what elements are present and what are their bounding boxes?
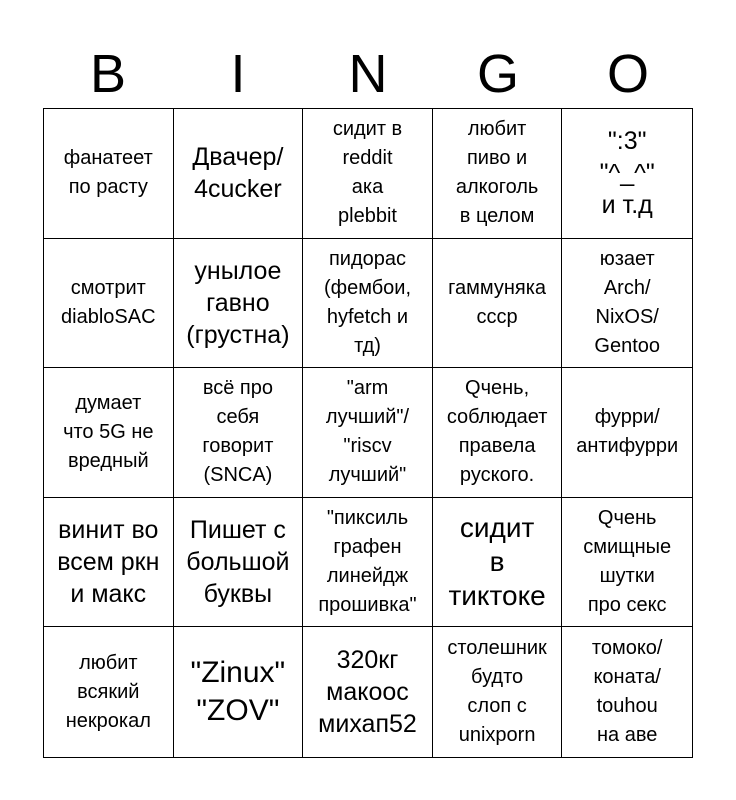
bingo-cell-r5-c5[interactable]: томоко/ коната/ touhou на аве bbox=[591, 637, 663, 747]
bingo-cell-r2-c2[interactable]: унылое гавно (грустна) bbox=[174, 239, 304, 369]
bingo-cell-r3-c2[interactable]: всё про себя говорит (SNCA) bbox=[174, 368, 304, 498]
bingo-cell-r3-c4[interactable]: Qчень, соблюдает правела руского. bbox=[433, 368, 563, 498]
bingo-board bbox=[43, 108, 693, 758]
bingo-cell-r1-c5[interactable]: ":3" "^_^" и т.д bbox=[562, 109, 692, 239]
bingo-cell-r4-c3[interactable]: "пиксиль графен линейдж прошивка" bbox=[303, 498, 433, 628]
bingo-cell-r2-c5[interactable]: юзает Arch/ NixOS/ Gentoo bbox=[562, 239, 692, 369]
bingo-cell-r1-c1[interactable]: фанатеет по расту bbox=[44, 109, 174, 239]
header-letter-i: I bbox=[230, 44, 246, 104]
bingo-cell-r5-c2[interactable]: "Zinux" "ZOV" bbox=[174, 627, 304, 757]
bingo-cell-r5-c4[interactable]: столешник будто слоп с unixporn bbox=[433, 627, 563, 757]
bingo-cell-r1-c3[interactable]: сидит в reddit ака plebbit bbox=[303, 109, 433, 239]
header-letter-n: N bbox=[348, 44, 388, 104]
header-letter-b: B bbox=[89, 44, 127, 104]
bingo-cell-r4-c5[interactable]: Qчень смищные шутки про секс bbox=[562, 498, 692, 628]
bingo-cell-r3-c5[interactable]: фурри/ антифурри bbox=[562, 368, 692, 498]
bingo-cell-r2-c1[interactable]: смотрит diabloSAC bbox=[44, 239, 174, 369]
bingo-cell-r4-c2[interactable]: Пишет с большой буквы bbox=[174, 498, 304, 628]
bingo-cell-r3-c1[interactable]: думает что 5G не вредный bbox=[44, 368, 174, 498]
bingo-cell-r3-c3[interactable]: "arm лучший"/ "riscv лучший" bbox=[303, 368, 433, 498]
bingo-cell-r4-c4[interactable]: сидит в тиктоке bbox=[433, 498, 563, 628]
bingo-cell-r2-c3[interactable]: пидорас (фембои, hyfetch и тд) bbox=[303, 239, 433, 369]
header-letter-o: O bbox=[606, 44, 649, 104]
bingo-cell-r4-c1[interactable]: винит во всем ркн и макс bbox=[44, 498, 174, 628]
bingo-cell-r1-c4[interactable]: любит пиво и алкоголь в целом bbox=[433, 109, 563, 239]
bingo-cell-r2-c4[interactable]: гаммуняка ссср bbox=[433, 239, 563, 369]
bingo-header bbox=[43, 40, 693, 108]
bingo-cell-r1-c2[interactable]: Двачер/ 4cucker bbox=[174, 109, 304, 239]
bingo-cell-r5-c3[interactable]: 320кг макоос михап52 bbox=[303, 627, 433, 757]
bingo-cell-r5-c1[interactable]: любит всякий некрокал bbox=[44, 627, 174, 757]
header-letter-g: G bbox=[476, 44, 519, 104]
